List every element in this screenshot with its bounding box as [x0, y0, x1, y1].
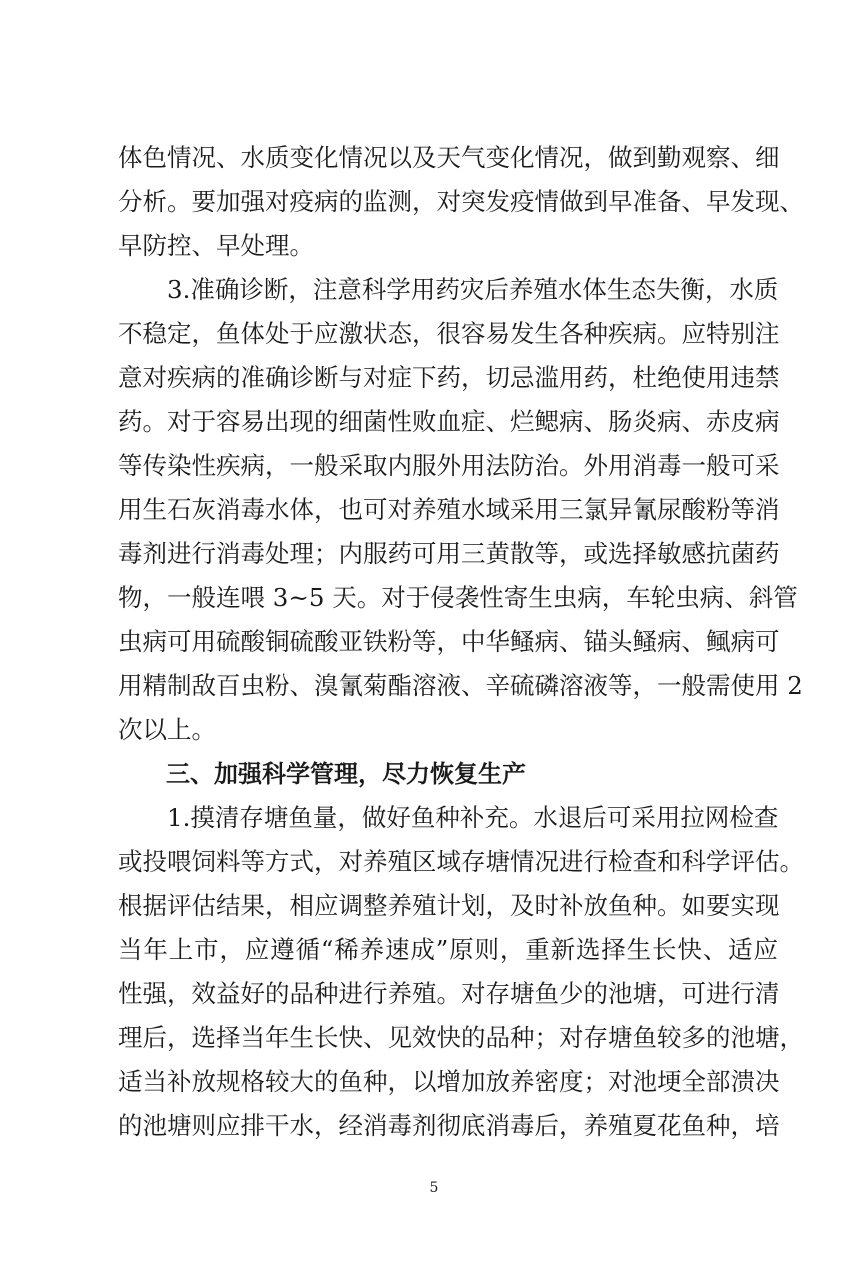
text-line: 等传染性疾病，一般采取内服外用法防治。外用消毒一般可采	[118, 451, 780, 480]
text-line: 物，一般连喂 3~5 天。对于侵袭性寄生虫病，车轮虫病、斜管	[118, 583, 798, 612]
text-line: 当年上市，应遵循“稀养速成”原则，重新选择生长快、适应	[118, 935, 778, 964]
text-line: 1.摸清存塘鱼量，做好鱼种补充。水退后可采用拉网检查	[118, 803, 779, 832]
text-line: 用生石灰消毒水体，也可对养殖水域采用三氯异氰尿酸粉等消	[118, 495, 780, 524]
body-text	[118, 136, 804, 1148]
text-line: 毒剂进行消毒处理；内服药可用三黄散等，或选择敏感抗菌药	[118, 539, 780, 568]
text-line: 药。对于容易出现的细菌性败血症、烂鳃病、肠炎病、赤皮病	[118, 407, 780, 436]
text-line: 不稳定，鱼体处于应激状态，很容易发生各种疾病。应特别注	[118, 319, 780, 348]
text-line: 3.准确诊断，注意科学用药灾后养殖水体生态失衡，水质	[118, 275, 779, 304]
text-line: 或投喂饲料等方式，对养殖区域存塘情况进行检查和科学评估。	[118, 847, 804, 876]
text-line: 次以上。	[118, 715, 216, 744]
section-heading: 三、加强科学管理，尽力恢复生产	[118, 760, 526, 788]
text-line: 分析。要加强对疫病的监测，对突发疫情做到早准备、早发现、	[118, 187, 804, 216]
text-line: 理后，选择当年生长快、见效快的品种；对存塘鱼较多的池塘，	[118, 1023, 804, 1052]
text-line: 早防控、早处理。	[118, 231, 314, 260]
text-line: 体色情况、水质变化情况以及天气变化情况，做到勤观察、细	[118, 143, 780, 172]
text-line: 适当补放规格较大的鱼种，以增加放养密度；对池埂全部溃决	[118, 1067, 780, 1096]
text-line: 的池塘则应排干水，经消毒剂彻底消毒后，养殖夏花鱼种，培	[118, 1111, 780, 1140]
text-line: 意对疾病的准确诊断与对症下药，切忌滥用药，杜绝使用违禁	[118, 363, 780, 392]
text-line: 性强，效益好的品种进行养殖。对存塘鱼少的池塘，可进行清	[118, 979, 780, 1008]
text-line: 虫病可用硫酸铜硫酸亚铁粉等，中华鳋病、锚头鳋病、鲺病可	[118, 627, 780, 656]
page-number: 5	[429, 1180, 439, 1196]
text-line: 根据评估结果，相应调整养殖计划，及时补放鱼种。如要实现	[118, 891, 780, 920]
text-line: 用精制敌百虫粉、溴氰菊酯溶液、辛硫磷溶液等，一般需使用 2	[118, 671, 803, 700]
